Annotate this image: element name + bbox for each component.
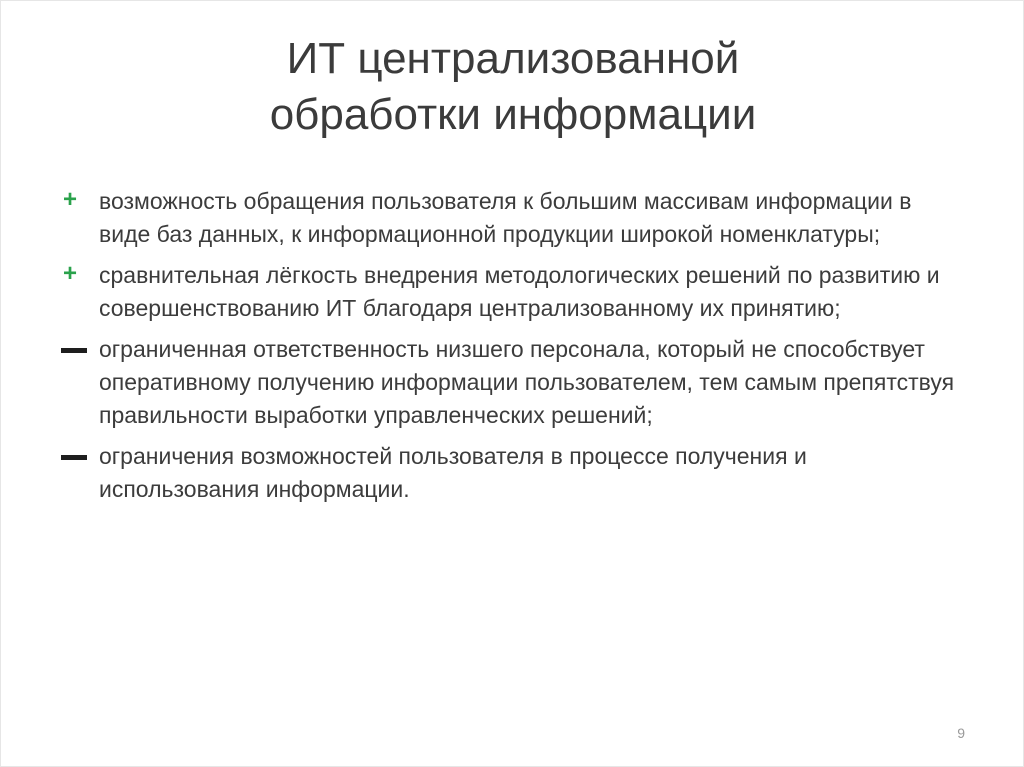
bullet-text: ограниченная ответственность низшего персонала, который не способствует оперативному получению информации пользователем, тем самым препятствуя правильности выработки управленческих решений; (99, 336, 955, 428)
bullet-item-pro-2 (59, 259, 959, 325)
page-number: 9 (957, 725, 965, 741)
bullet-text: возможность обращения пользователя к большим массивам информации в виде баз данных, к информационной продукции широкой номенклатуры; (99, 188, 912, 247)
plus-icon: + (62, 186, 77, 213)
bullet-item-pro-1 (59, 185, 959, 251)
bullet-item-con-2 (59, 440, 959, 506)
slide-title (81, 31, 945, 143)
bullet-item-con-1 (59, 333, 959, 432)
bullet-text: сравнительная лёгкость внедрения методологических решений по развитию и совершенствованию ИТ благодаря централизованному их принятию; (99, 262, 940, 321)
minus-icon (59, 440, 89, 473)
title-line-2: обработки информации (269, 90, 757, 139)
bullet-list (59, 185, 959, 514)
minus-icon (59, 333, 89, 366)
title-line-1: ИТ централизованной (286, 34, 740, 83)
bullet-text: ограничения возможностей пользователя в процессе получения и использования информации. (99, 443, 807, 502)
plus-icon: + (62, 260, 77, 287)
